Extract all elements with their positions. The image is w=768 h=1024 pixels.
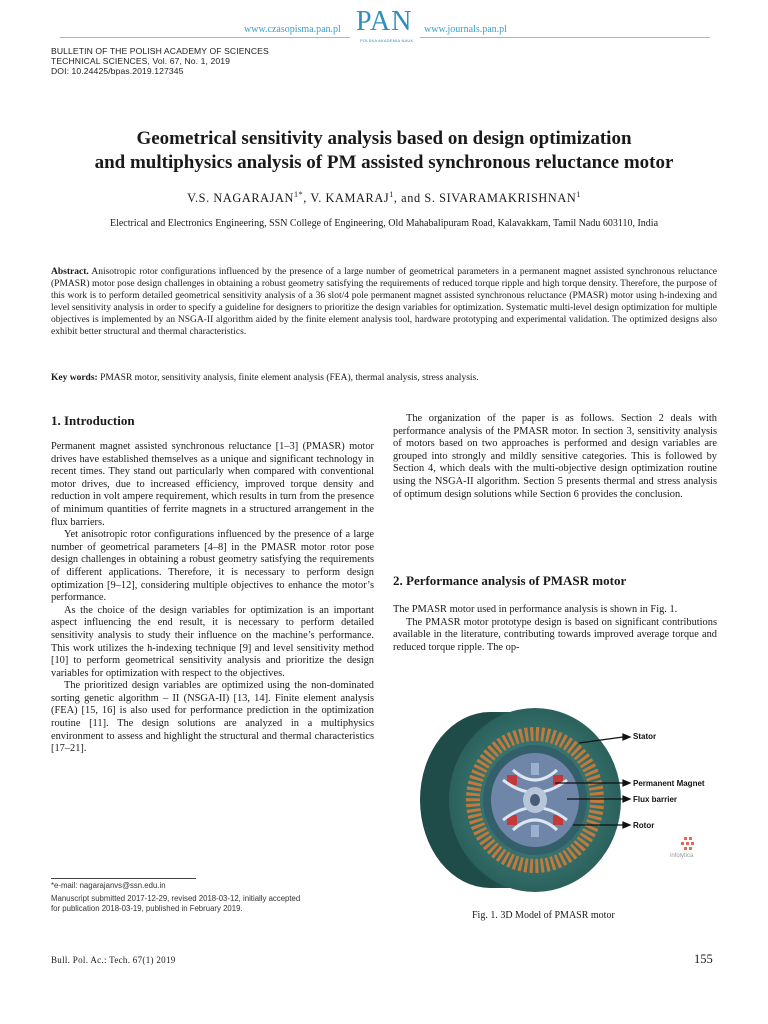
- pan-logo-subtitle: POLSKA AKADEMIA NAUK: [360, 38, 414, 43]
- footnote-manuscript-1: Manuscript submitted 2017-12-29, revised 2018-03-12, initially accepted: [51, 893, 301, 903]
- keywords-label: Key words:: [51, 373, 98, 383]
- shaft-hole: [530, 794, 540, 806]
- footnote-email: *e-mail: nagarajanvs@ssn.edu.in: [51, 881, 166, 890]
- label-permanent-magnet: Permanent Magnet: [633, 779, 705, 788]
- footnote-rule: [51, 878, 196, 879]
- abstract: [51, 266, 717, 339]
- masthead-right-url[interactable]: www.journals.pan.pl: [424, 24, 507, 35]
- label-rotor: Rotor: [633, 821, 655, 830]
- pan-logo: PAN: [356, 6, 413, 37]
- section-1-heading: 1. Introduction: [51, 413, 135, 428]
- title-line-2: and multiphysics analysis of PM assisted synchronous reluctance motor: [94, 152, 674, 173]
- footnote-manuscript-2: for publication 2018-03-19, published in February 2019.: [51, 904, 243, 913]
- infolytica-icon: [681, 837, 694, 850]
- journal-info: [51, 46, 269, 76]
- footer-citation: Bull. Pol. Ac.: Tech. 67(1) 2019: [51, 955, 176, 965]
- author-list: [30, 190, 738, 206]
- label-flux-barrier: Flux barrier: [633, 795, 678, 804]
- author-1-sup: 1*: [293, 190, 304, 199]
- page-number: 155: [694, 952, 713, 966]
- abstract-label: Abstract.: [51, 267, 89, 277]
- author-2: , V. KAMARAJ: [303, 191, 390, 206]
- journal-name: BULLETIN OF THE POLISH ACADEMY OF SCIENCES: [51, 46, 269, 56]
- author-1: V.S. NAGARAJAN: [187, 191, 294, 206]
- journal-volume: TECHNICAL SCIENCES, Vol. 67, No. 1, 2019: [51, 56, 230, 66]
- motor-3d-model: [395, 685, 725, 900]
- infolytica-watermark: infolytica: [670, 853, 694, 859]
- section-2-paragraph-1: The PMASR motor used in performance analysis is shown in Fig. 1.: [393, 604, 678, 615]
- section-2-heading: 2. Performance analysis of PMASR motor: [393, 573, 627, 588]
- footnote: [51, 881, 381, 915]
- section-2-paragraph-2: The PMASR motor prototype design is based on significant contributions available in the literature, contributing towards improved average torque and reduced torque ripple. The op-: [393, 616, 717, 653]
- organization-paragraph: The organization of the paper is as follows. Section 2 deals with performance analysis of the PMASR motor. In section 3, sensitivity analysis of motors based on two approaches is performed and design variables are grouped into strongly and mildly sensitive categories. This is followed by Section 4, which deals with the multi-objective design optimization routine using the NSGA-II algorithm. Section 5 presents thermal and stress analysis of optimum design solutions while Section 6 provides the conclusion.: [393, 413, 717, 500]
- intro-paragraph-3: As the choice of the design variables for optimization is an important aspect influencing the end result, it is necessary to perform detailed sensitivity analysis to study their influence on the machine’s performance. This work utilizes the h-indexing technique [9] and level sensitivity method [10] to perform geometrical sensitivity analysis and prioritize the design variables for optimization with respect to the objectives.: [51, 604, 374, 679]
- masthead-left-url[interactable]: www.czasopisma.pan.pl: [244, 24, 341, 35]
- title-line-1: Geometrical sensitivity analysis based on design optimization: [136, 128, 632, 149]
- right-column: [393, 413, 717, 501]
- section-2-body: [393, 604, 717, 654]
- abstract-text: Anisotropic rotor configurations influenced by the presence of a large number of geometrical parameters in a permanent magnet assisted synchronous reluctance (PMASR) motor pose design challenges in obtaining a robust geometry satisfying the requirements of reduced torque ripple and high torque density. Therefore, the purpose of this work is to perform detailed geometrical sensitivity analysis of a 36 slot/4 pole permanent magnet assisted synchronous reluctance (PMASR) motor using h-indexing and level sensitivity analysis in order to specify a guideline for designers to prioritize the design variables for optimization. Systematic multi-level design optimization for multiple objectives is implemented by an NSGA-II algorithm aided by the finite element analysis tool, hardware prototyping and experimental validation. The optimized designs also exhibit better structural and thermal characteristics.: [51, 267, 717, 338]
- author-2-sup: 1: [389, 190, 394, 199]
- masthead-rule-right: [420, 37, 710, 38]
- label-stator: Stator: [633, 732, 657, 741]
- author-3-sup: 1: [576, 190, 581, 199]
- affiliation: Electrical and Electronics Engineering, SSN College of Engineering, Old Mahabalipuram Road, Kalavakkam, Tamil Nadu 603110, India: [109, 218, 659, 229]
- keywords-text: PMASR motor, sensitivity analysis, finite element analysis (FEA), thermal analysis, stress analysis.: [100, 373, 479, 383]
- journal-doi: DOI: 10.24425/bpas.2019.127345: [51, 66, 184, 76]
- left-column: [51, 441, 374, 756]
- intro-paragraph-2: Yet anisotropic rotor configurations influenced by the presence of a large number of geometrical parameters [4–8] in the PMASR motor rotor pose design challenges in obtaining a robust geometry satisfying the requirements of different applications. Therefore, it is necessary to perform design optimization [9–12], considering multiple objectives to enhance the motor’s performance.: [51, 529, 374, 604]
- figure-1-caption: Fig. 1. 3D Model of PMASR motor: [472, 910, 615, 921]
- paper-title: [30, 127, 738, 175]
- figure-1: [395, 685, 725, 900]
- author-3: , and S. SIVARAMAKRISHNAN: [393, 191, 577, 206]
- intro-paragraph-1: Permanent magnet assisted synchronous reluctance [1–3] (PMASR) motor drives have established themselves as a unique and significant technology in recent times. They stand out particularly when compared with conventional motor drives, due to increased efficiency, improved torque density and reduction in volt ampere requirement, which results in turn from the presence of minimum quantities of ferrite magnets in a structured arrangement in the flux barriers.: [51, 441, 374, 528]
- intro-paragraph-4: The prioritized design variables are optimized using the non-dominated sorting genetic algorithm – II (NSGA-II) [13, 14]. Finite element analysis (FEA) [15, 16] is also used for performance prediction in the optimization routine [11]. The design solutions are analyzed in a multiphysics environment to assess and highlight the structural and thermal characteristics [17–21].: [51, 680, 374, 755]
- masthead-rule-left: [60, 37, 350, 38]
- keywords: [51, 372, 717, 384]
